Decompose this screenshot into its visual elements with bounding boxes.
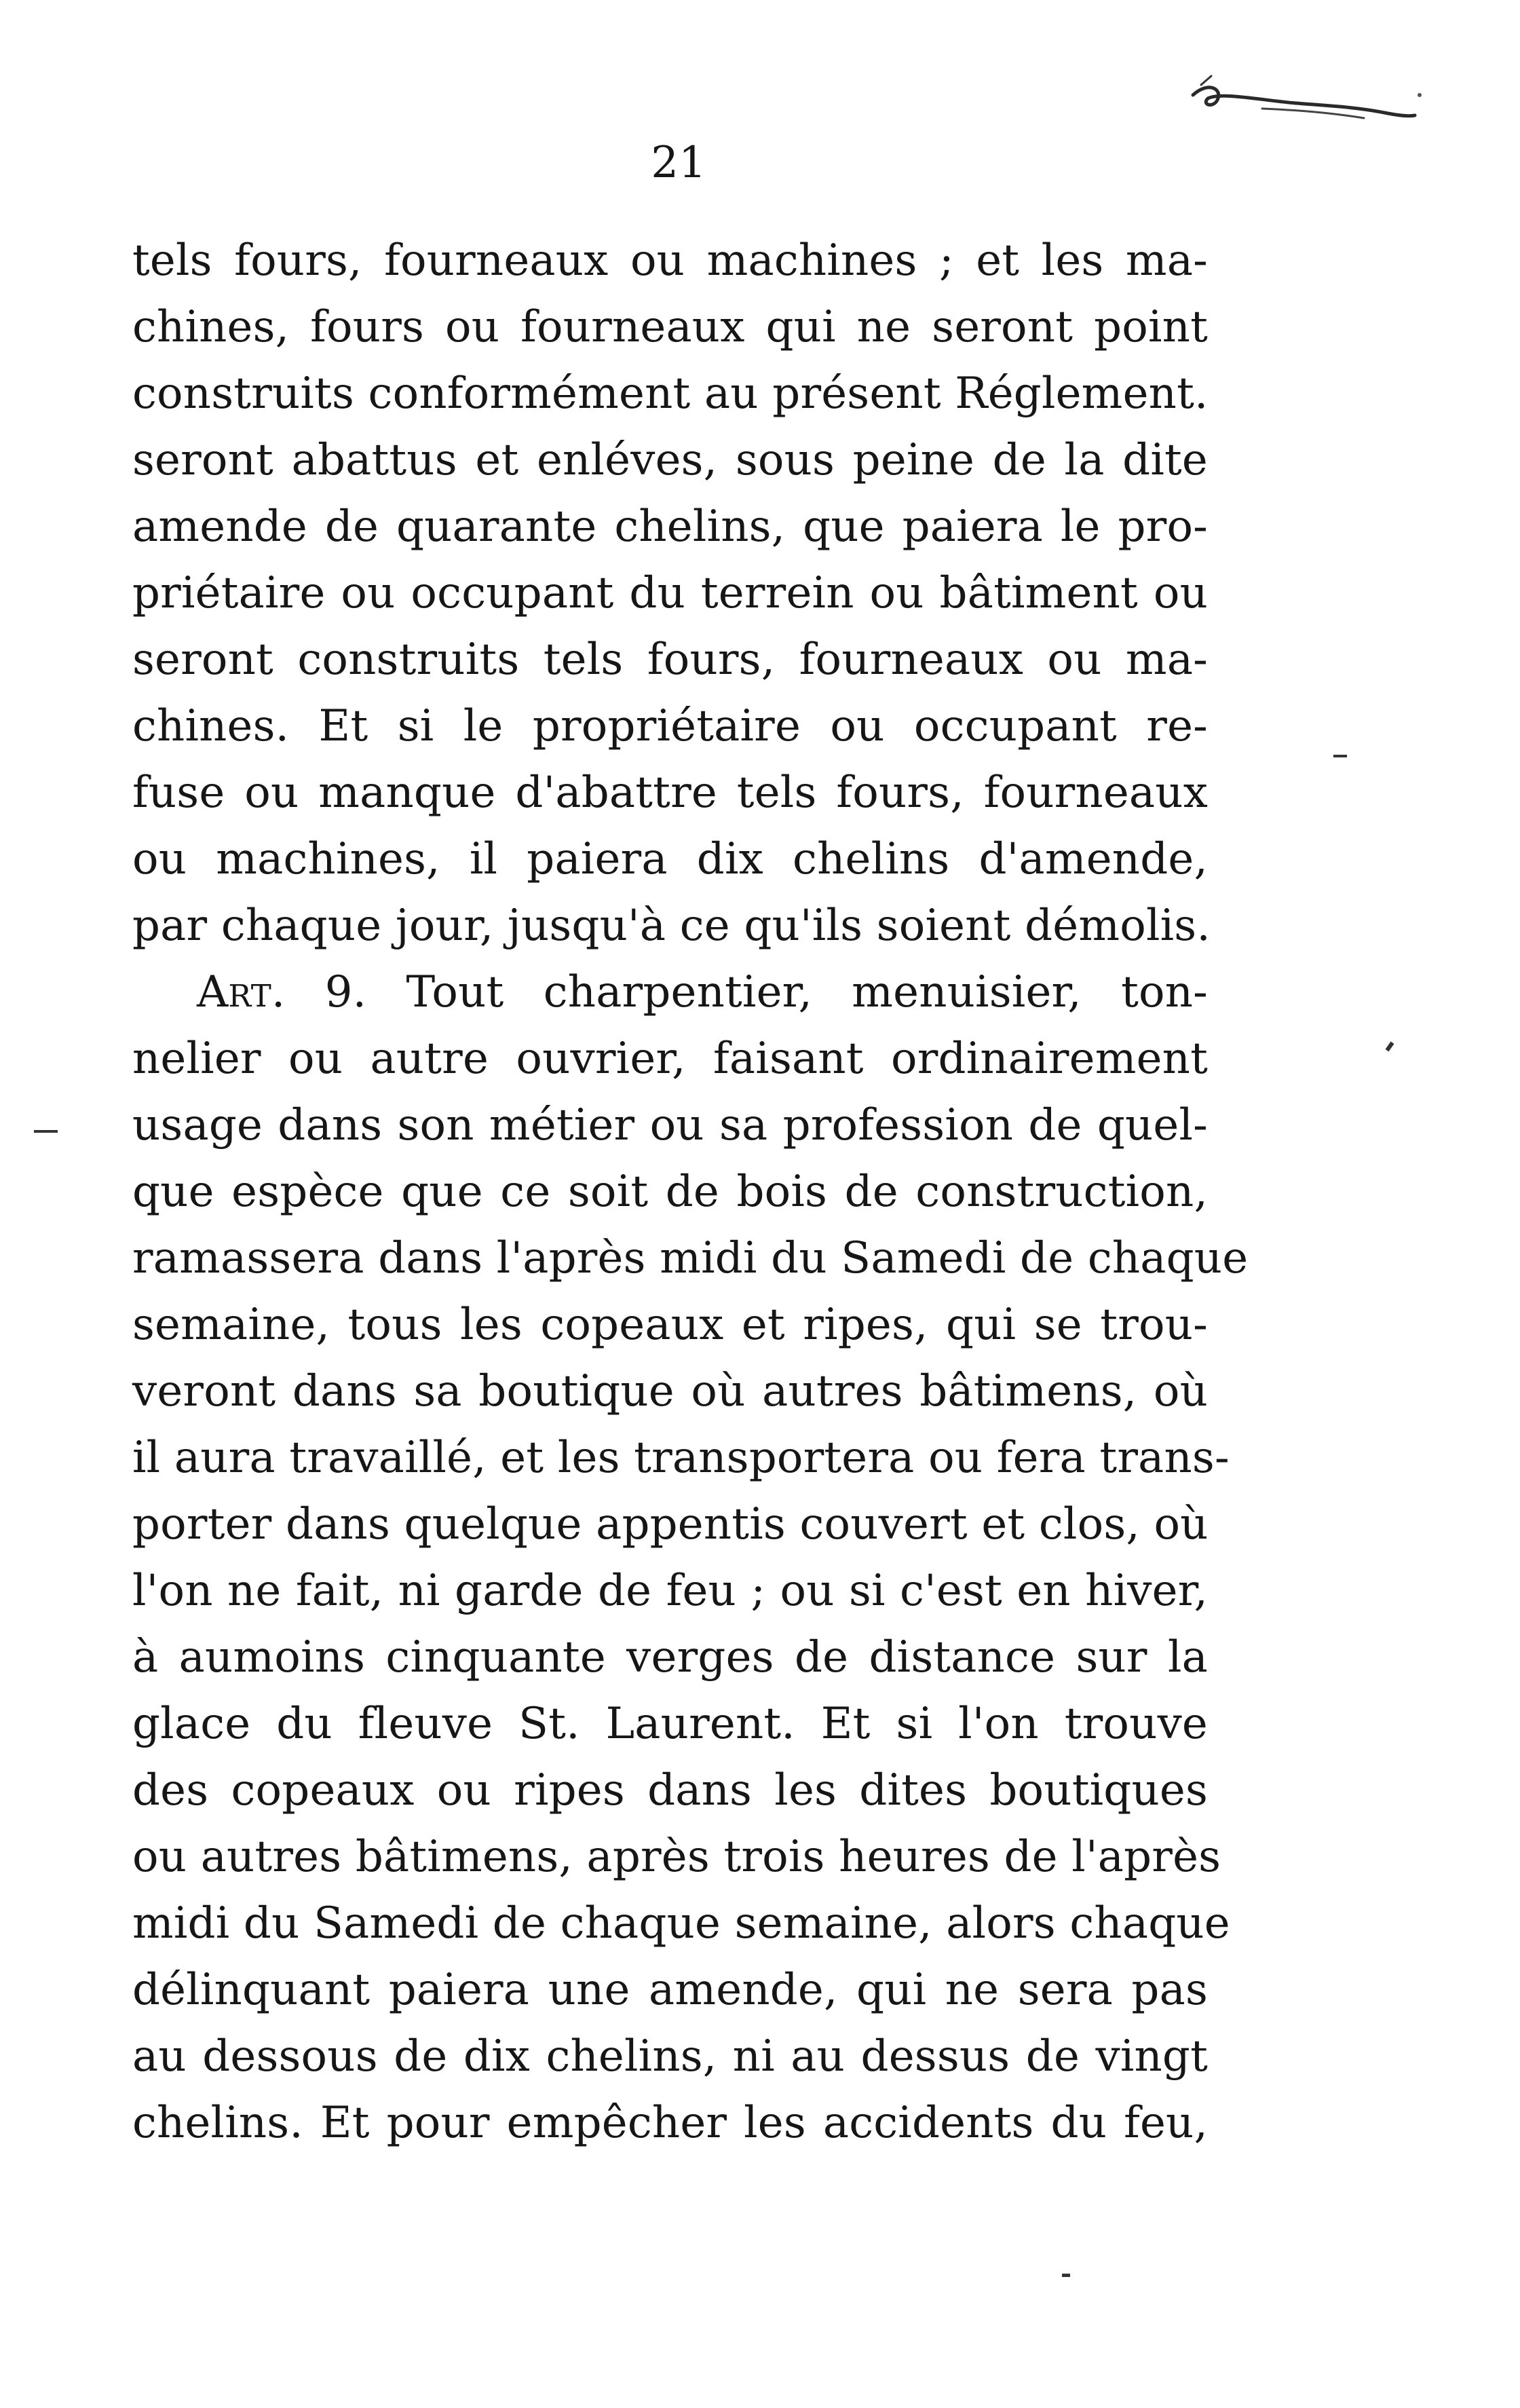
text-line: semaine, tous les copeaux et ripes, qui se trou- — [132, 1300, 1208, 1350]
text-line: construits conformément au présent Réglement. — [132, 369, 1209, 419]
margin-mark — [1386, 1042, 1394, 1052]
text-line: nelier ou autre ouvrier, faisant ordinairement — [132, 1034, 1208, 1084]
text-line: veront dans sa boutique où autres bâtimens, où — [132, 1366, 1208, 1416]
margin-mark — [34, 1130, 58, 1133]
text-line: tels fours, fourneaux ou machines ; et les ma- — [132, 236, 1208, 286]
margin-mark — [1062, 2274, 1070, 2277]
text-line: midi du Samedi de chaque semaine, alors chaque — [132, 1898, 1230, 1949]
text-line: ou autres bâtimens, après trois heures de l'après — [132, 1832, 1221, 1882]
page-number: 21 — [651, 138, 706, 188]
text-line: chines, fours ou fourneaux qui ne seront point — [132, 302, 1208, 352]
article-first-line: Tout charpentier, menuisier, ton- — [406, 967, 1208, 1017]
margin-mark — [1333, 755, 1347, 757]
text-line: glace du fleuve St. Laurent. Et si l'on trouve — [132, 1699, 1208, 1749]
text-line: des copeaux ou ripes dans les dites boutiques — [132, 1765, 1208, 1816]
body-text — [132, 227, 1249, 2156]
handwritten-signature — [1181, 68, 1425, 143]
text-line: seront abattus et enléves, sous peine de la dite — [132, 435, 1208, 485]
text-line: que espèce que ce soit de bois de construction, — [132, 1167, 1208, 1217]
text-line: à aumoins cinquante verges de distance sur la — [132, 1632, 1208, 1682]
text-line: l'on ne fait, ni garde de feu ; ou si c'est en hiver, — [132, 1566, 1208, 1616]
text-line: ramassera dans l'après midi du Samedi de chaque — [132, 1233, 1249, 1283]
article-heading-line — [132, 959, 1208, 1026]
text-line: fuse ou manque d'abattre tels fours, fourneaux — [132, 768, 1208, 818]
text-line: il aura travaillé, et les transportera ou fera trans- — [132, 1433, 1230, 1483]
text-line: chines. Et si le propriétaire ou occupant re- — [132, 701, 1208, 751]
text-line: usage dans son métier ou sa profession de quel- — [132, 1100, 1208, 1150]
text-line: porter dans quelque appentis couvert et clos, où — [132, 1499, 1209, 1549]
text-line: par chaque jour, jusqu'à ce qu'ils soient démolis. — [132, 901, 1211, 951]
text-line: au dessous de dix chelins, ni au dessus de vingt — [132, 2031, 1208, 2082]
text-line: priétaire ou occupant du terrein ou bâtiment ou — [132, 568, 1208, 618]
article-label: Art. 9. — [197, 967, 367, 1017]
text-line: ou machines, il paiera dix chelins d'amende, — [132, 834, 1208, 884]
text-line: amende de quarante chelins, que paiera le pro- — [132, 502, 1208, 552]
text-line: délinquant paiera une amende, qui ne sera pas — [132, 1965, 1208, 2015]
text-line: seront construits tels fours, fourneaux ou ma- — [132, 635, 1208, 685]
text-line: chelins. Et pour empêcher les accidents du feu, — [132, 2098, 1208, 2148]
